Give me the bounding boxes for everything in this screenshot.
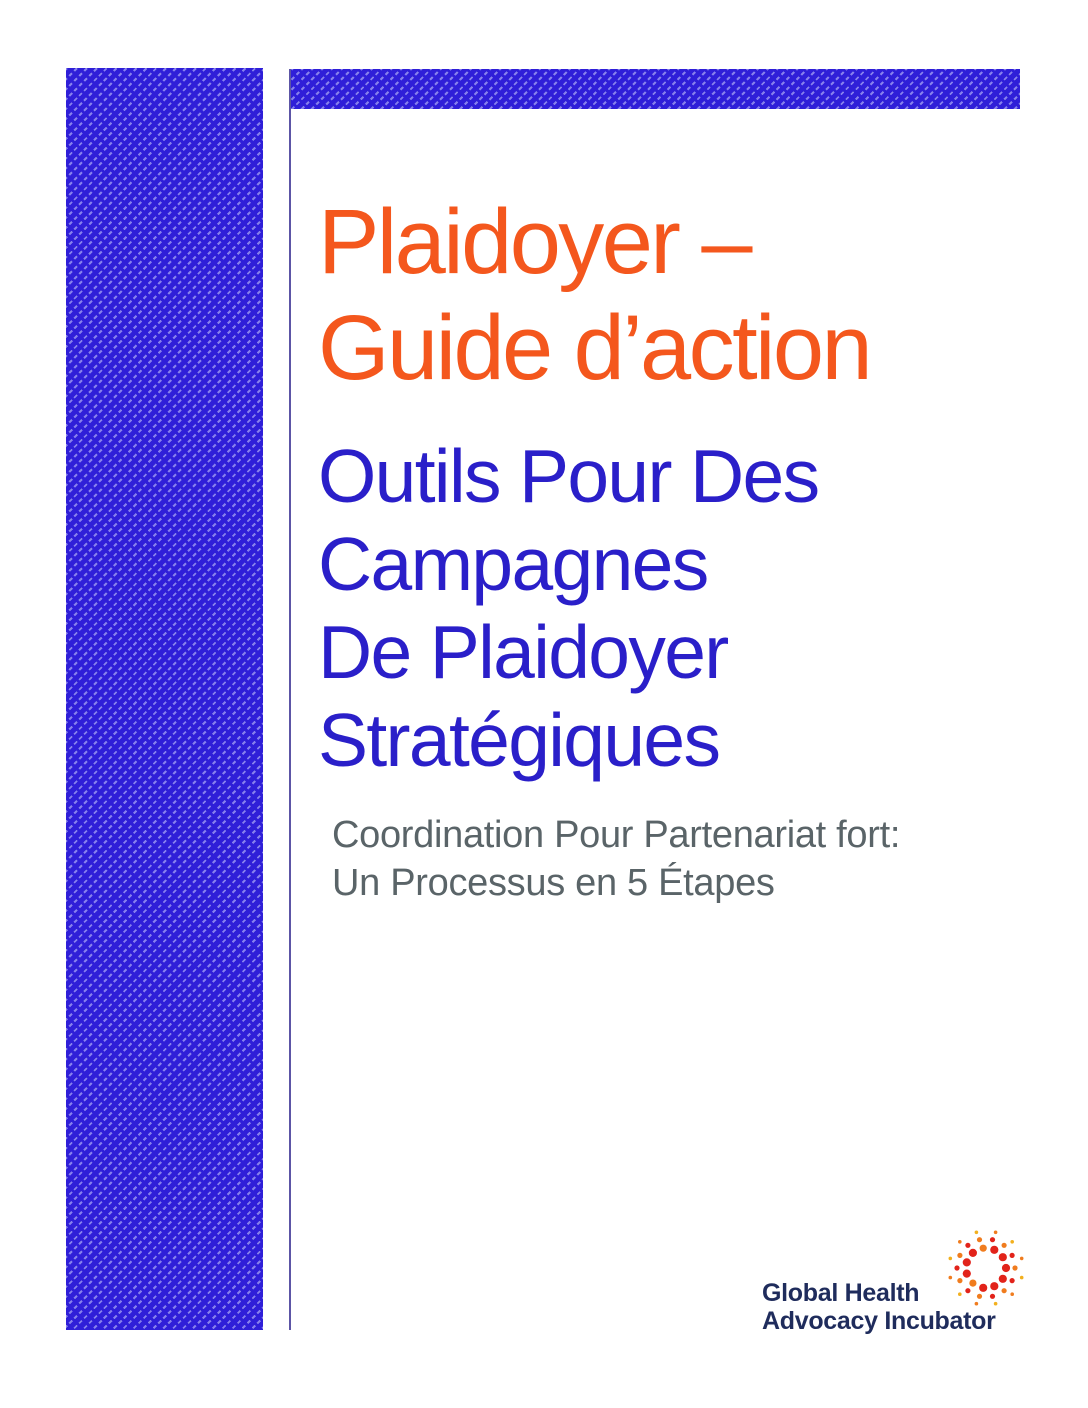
left-hatched-band (66, 68, 263, 1330)
cover-subtitle-line: De Plaidoyer (318, 610, 728, 694)
cover-subtitle (318, 432, 818, 784)
cover-tagline-line: Un Processus en 5 Étapes (332, 862, 775, 904)
cover-tagline (332, 811, 900, 907)
cover-subtitle-line: Outils Pour Des (318, 434, 819, 518)
ghai-logo-line2: Advocacy Incubator (762, 1307, 996, 1335)
cover-title (318, 189, 870, 401)
ghai-logo-line1: Global Health (762, 1279, 920, 1307)
vertical-divider-rule (289, 69, 291, 1330)
cover-subtitle-line: Stratégiques (318, 698, 720, 782)
cover-tagline-line: Coordination Pour Partenariat fort: (332, 814, 901, 856)
top-hatched-strip (291, 69, 1020, 109)
cover-title-line2: Guide d’action (318, 297, 871, 399)
ghai-logo (762, 1226, 1020, 1338)
cover-subtitle-line: Campagnes (318, 522, 708, 606)
cover-title-line1: Plaidoyer – (318, 191, 750, 293)
ghai-logo-wordmark (762, 1279, 996, 1335)
